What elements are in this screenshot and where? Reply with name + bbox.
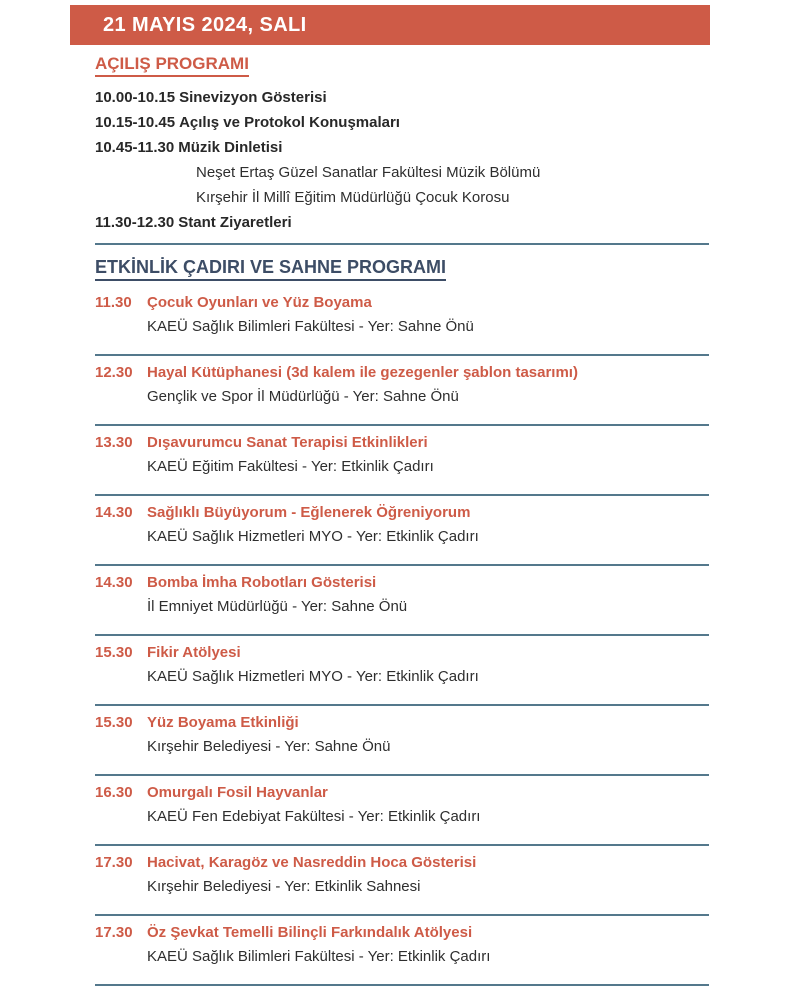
schedule-label: Müzik Dinletisi (178, 139, 283, 156)
schedule-detail: Kırşehir İl Millî Eğitim Müdürlüğü Çocuk Korosu (196, 189, 510, 206)
event-organization: KAEÜ Sağlık Hizmetleri MYO - Yer: Etkinlik Çadırı (147, 668, 479, 685)
schedule-label: Stant Ziyaretleri (178, 214, 292, 231)
schedule-row (95, 110, 709, 135)
event-title: Çocuk Oyunları ve Yüz Boyama (147, 294, 372, 311)
events-section-title: ETKİNLİK ÇADIRI VE SAHNE PROGRAMI (95, 256, 709, 281)
event-organization: KAEÜ Fen Edebiyat Fakültesi - Yer: Etkinlik Çadırı (147, 808, 481, 825)
section-divider (95, 494, 709, 496)
event-block (95, 781, 709, 846)
event-time: 15.30 (95, 644, 133, 661)
event-time: 14.30 (95, 574, 133, 591)
schedule-row (95, 135, 709, 160)
event-organization: KAEÜ Sağlık Hizmetleri MYO - Yer: Etkinlik Çadırı (147, 528, 479, 545)
section-divider (95, 774, 709, 776)
event-block (95, 431, 709, 496)
schedule-label: Açılış ve Protokol Konuşmaları (179, 114, 400, 131)
event-organization: KAEÜ Sağlık Bilimleri Fakültesi - Yer: Etkinlik Çadırı (147, 948, 491, 965)
schedule-time: 10.15-10.45 (95, 114, 176, 131)
schedule-time: 10.00-10.15 (95, 89, 176, 106)
section-divider (95, 354, 709, 356)
events-section (95, 256, 709, 986)
schedule-time: 10.45-11.30 (95, 139, 175, 156)
section-divider (95, 243, 709, 245)
section-divider (95, 634, 709, 636)
event-time: 14.30 (95, 504, 133, 521)
event-block (95, 641, 709, 706)
schedule-label: Sinevizyon Gösterisi (179, 89, 327, 106)
event-title: Fikir Atölyesi (147, 644, 241, 661)
event-title: Yüz Boyama Etkinliği (147, 714, 299, 731)
section-divider (95, 704, 709, 706)
section-divider (95, 564, 709, 566)
section-divider (95, 424, 709, 426)
event-time: 17.30 (95, 924, 133, 941)
section-divider (95, 844, 709, 846)
event-time: 11.30 (95, 294, 132, 311)
schedule-row (95, 85, 709, 110)
event-block (95, 361, 709, 426)
event-organization: Gençlik ve Spor İl Müdürlüğü - Yer: Sahne Önü (147, 388, 459, 405)
date-banner-title: 21 MAYIS 2024, SALI (103, 14, 307, 36)
section-divider (95, 914, 709, 916)
event-organization: Kırşehir Belediyesi - Yer: Etkinlik Sahnesi (147, 878, 421, 895)
event-block (95, 291, 709, 356)
event-block (95, 501, 709, 566)
section-divider (95, 984, 709, 986)
event-time: 15.30 (95, 714, 133, 731)
event-time: 12.30 (95, 364, 133, 381)
event-title: Omurgalı Fosil Hayvanlar (147, 784, 328, 801)
event-title: Sağlıklı Büyüyorum - Eğlenerek Öğreniyorum (147, 504, 471, 521)
event-title: Hacivat, Karagöz ve Nasreddin Hoca Gösterisi (147, 854, 477, 871)
program-content (95, 54, 709, 991)
event-block (95, 851, 709, 916)
schedule-row (95, 210, 709, 235)
event-title: Dışavurumcu Sanat Terapisi Etkinlikleri (147, 434, 428, 451)
opening-section-title: AÇILIŞ PROGRAMI (95, 54, 709, 77)
schedule-time: 11.30-12.30 (95, 214, 175, 231)
event-block (95, 571, 709, 636)
event-organization: KAEÜ Sağlık Bilimleri Fakültesi - Yer: Sahne Önü (147, 318, 474, 335)
event-time: 13.30 (95, 434, 133, 451)
event-title: Hayal Kütüphanesi (3d kalem ile gezegenler şablon tasarımı) (147, 364, 578, 381)
date-banner (70, 5, 710, 45)
event-organization: İl Emniyet Müdürlüğü - Yer: Sahne Önü (147, 598, 408, 615)
event-time: 16.30 (95, 784, 133, 801)
event-time: 17.30 (95, 854, 133, 871)
event-organization: Kırşehir Belediyesi - Yer: Sahne Önü (147, 738, 391, 755)
event-title: Öz Şevkat Temelli Bilinçli Farkındalık Atölyesi (147, 924, 473, 941)
event-block (95, 921, 709, 986)
opening-section (95, 54, 709, 235)
event-block (95, 711, 709, 776)
event-organization: KAEÜ Eğitim Fakültesi - Yer: Etkinlik Çadırı (147, 458, 434, 475)
event-title: Bomba İmha Robotları Gösterisi (147, 574, 377, 591)
schedule-detail: Neşet Ertaş Güzel Sanatlar Fakültesi Müzik Bölümü (196, 164, 541, 181)
